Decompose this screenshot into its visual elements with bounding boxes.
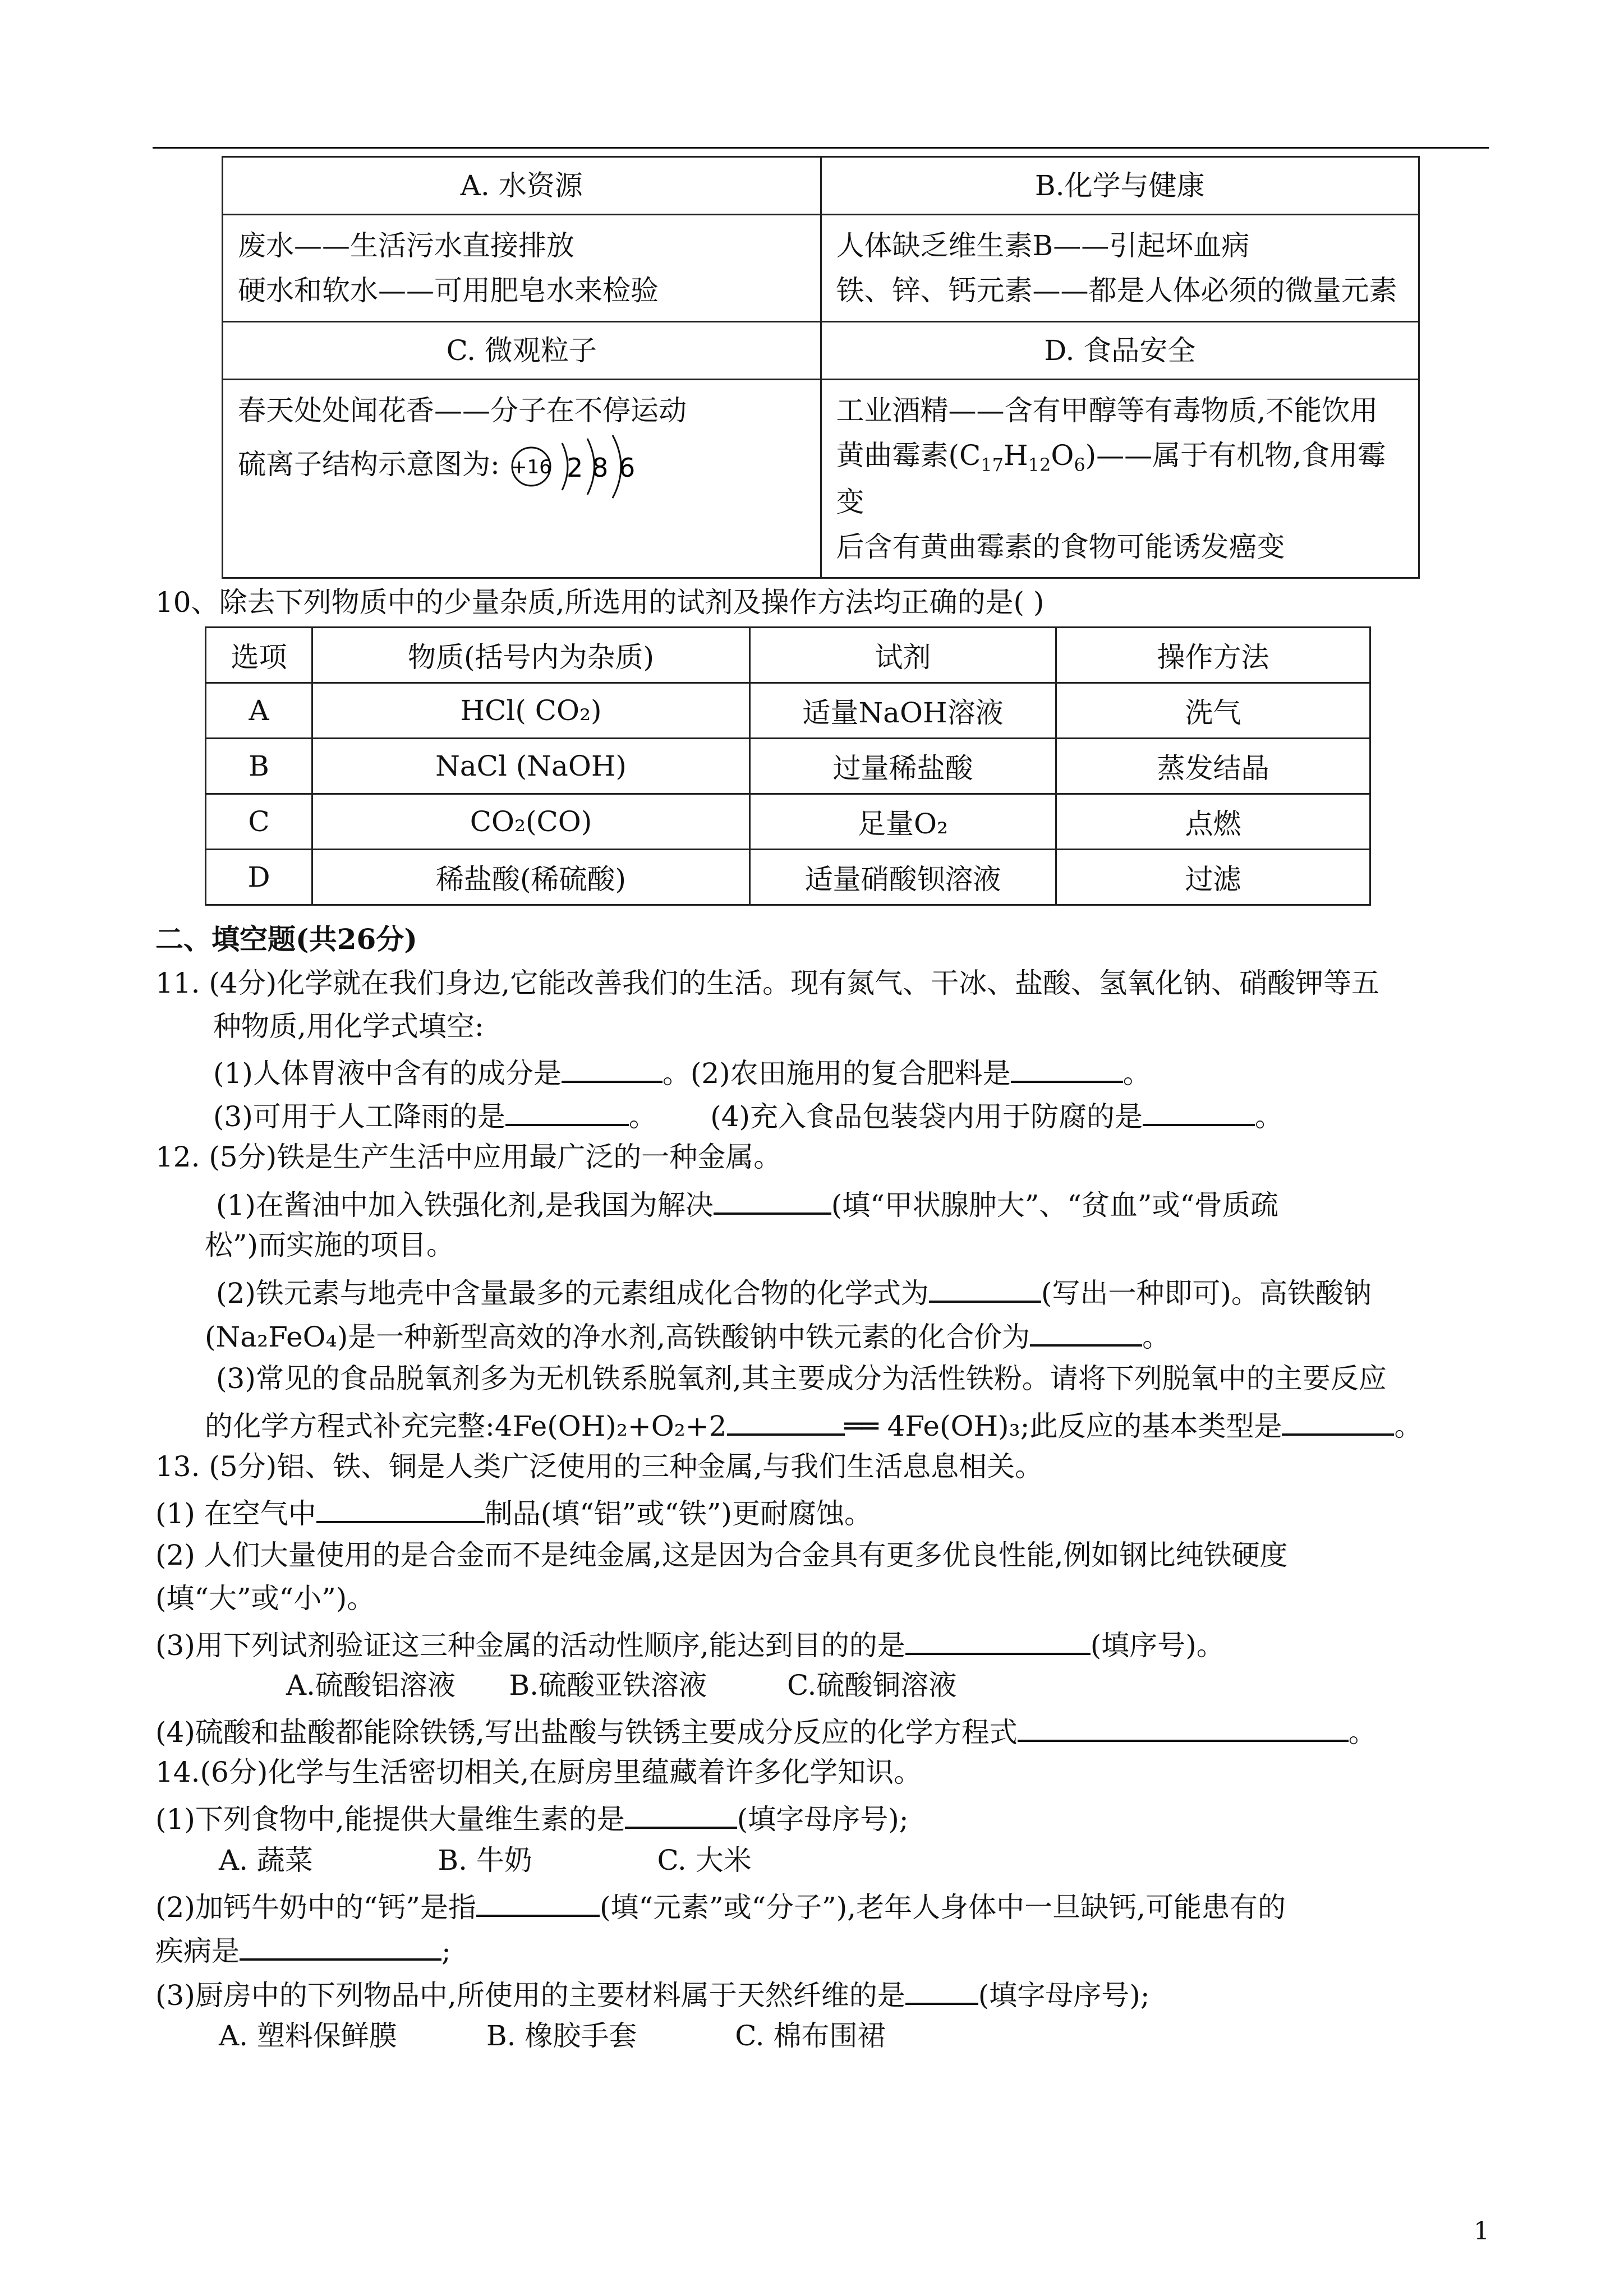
q12-line-3: 松”)而实施的项目。 <box>205 1229 455 1261</box>
col-header: 选项 <box>206 628 312 683</box>
a-line-2: 硬水和软水——可用肥皂水来检验 <box>238 274 659 307</box>
table-cell: 适量硝酸钡溶液 <box>750 850 1056 905</box>
answer-blank[interactable] <box>505 1099 629 1126</box>
table-header-row <box>206 628 1370 683</box>
q10-stem: 10、除去下列物质中的少量杂质,所选用的试剂及操作方法均正确的是( ) <box>155 586 1045 619</box>
table-cell: CO₂(CO) <box>312 794 750 850</box>
table-row <box>206 739 1370 794</box>
table-cell: 适量NaOH溶液 <box>750 683 1056 739</box>
d-line-2: 黄曲霉素$(C_{17}H_{12}O_6)——$属于有机物,食用霉变 <box>836 439 1386 519</box>
table-row <box>206 683 1370 739</box>
answer-blank[interactable] <box>929 1276 1041 1303</box>
knowledge-table <box>222 156 1420 579</box>
table-cell: 稀盐酸(稀硫酸) <box>312 850 750 905</box>
c-line-1: 春天处处闻花香——分子在不停运动 <box>238 394 687 427</box>
table-cell: 洗气 <box>1056 683 1370 739</box>
table-cell: D <box>206 850 312 905</box>
q14-line-1: 14.(6分)化学与生活密切相关,在厨房里蕴藏着许多化学知识。 <box>155 1756 922 1788</box>
cell-a-body <box>223 215 821 322</box>
cell-d-head: D. 食品安全 <box>821 322 1419 380</box>
cell-b-head: B.化学与健康 <box>821 157 1419 215</box>
q12-line-7: 的化学方程式补充完整:4Fe(OH)₂+O₂+2 ══ 4Fe(OH)₃;此反应的基本类型是 。 <box>205 1410 1423 1442</box>
answer-blank[interactable] <box>727 1409 845 1436</box>
answer-blank[interactable] <box>240 1934 441 1961</box>
ion-shell-1: 2 <box>566 453 583 483</box>
q14-line-6: (3)厨房中的下列物品中,所使用的主要材料属于天然纤维的是 (填字母序号); <box>155 1979 1150 2012</box>
table-row <box>206 794 1370 850</box>
q12-line-1: 12. (5分)铁是生产生活中应用最广泛的一种金属。 <box>155 1141 782 1173</box>
q11-line-1: 11. (4分)化学就在我们身边,它能改善我们的生活。现有氮气、干冰、盐酸、氢氧化钠、硝酸钾等五 <box>155 967 1380 999</box>
q11-line-3: (1)人体胃液中含有的成分是 。(2)农田施用的复合肥料是 。 <box>213 1057 1151 1090</box>
table-cell: 点燃 <box>1056 794 1370 850</box>
answer-blank[interactable] <box>625 1802 737 1829</box>
q14-line-4: (2)加钙牛奶中的“钙”是指 (填“元素”或“分子”),老年人身体中一旦缺钙,可能患有的 <box>155 1891 1286 1924</box>
cell-c-head: C. 微观粒子 <box>223 322 821 380</box>
q13-line-5: (3)用下列试剂验证这三种金属的活动性顺序,能达到目的的是 (填序号)。 <box>155 1629 1225 1662</box>
q13-line-7: (4)硫酸和盐酸都能除铁锈,写出盐酸与铁锈主要成分反应的化学方程式 。 <box>155 1716 1377 1749</box>
b-line-1: 人体缺乏维生素B——引起坏血病 <box>836 229 1250 262</box>
col-header: 操作方法 <box>1056 628 1370 683</box>
answer-blank[interactable] <box>905 1628 1091 1655</box>
q11-line-4: (3)可用于人工降雨的是 。 (4)充入食品包装袋内用于防腐的是 。 <box>213 1100 1283 1133</box>
answer-blank[interactable] <box>1011 1056 1123 1083</box>
table-cell: 过滤 <box>1056 850 1370 905</box>
q10-table <box>205 626 1371 906</box>
page-number: 1 <box>1474 2217 1489 2246</box>
header-rule <box>153 147 1489 149</box>
answer-blank[interactable] <box>562 1056 663 1083</box>
answer-blank[interactable] <box>1018 1715 1349 1742</box>
q13-line-4: (填“大”或“小”)。 <box>155 1582 375 1615</box>
cell-a-head: A. 水资源 <box>223 157 821 215</box>
d-line-1: 工业酒精——含有甲醇等有毒物质,不能饮用 <box>836 394 1378 427</box>
ion-nucleus: +16 <box>510 456 551 478</box>
answer-blank[interactable] <box>476 1890 600 1917</box>
q14-options-1: A. 蔬菜 B. 牛奶 C. 大米 <box>219 1844 752 1877</box>
q12-line-2: (1)在酱油中加入铁强化剂,是我国为解决 (填“甲状腺肿大”、“贫血”或“骨质疏 <box>216 1189 1279 1221</box>
q11-line-2: 种物质,用化学式填空: <box>213 1010 484 1043</box>
a-line-1: 废水——生活污水直接排放 <box>238 229 574 262</box>
q12-line-5: (Na₂FeO₄)是一种新型高效的净水剂,高铁酸钠中铁元素的化合价为 。 <box>205 1321 1171 1353</box>
col-header: 物质(括号内为杂质) <box>312 628 750 683</box>
b-line-2: 铁、锌、钙元素——都是人体必须的微量元素 <box>836 274 1397 307</box>
col-header: 试剂 <box>750 628 1056 683</box>
d-line-3: 后含有黄曲霉素的食物可能诱发癌变 <box>836 531 1285 564</box>
q13-line-3: (2) 人们大量使用的是合金而不是纯金属,这是因为合金具有更多优良性能,例如钢比纯铁硬度 <box>155 1539 1288 1571</box>
q14-line-5: 疾病是 ; <box>155 1935 451 1967</box>
section-title: 二、填空题(共26分) <box>155 923 417 956</box>
cell-d-body <box>821 380 1419 578</box>
table-cell: C <box>206 794 312 850</box>
sulfur-ion-diagram <box>509 433 655 500</box>
answer-blank[interactable] <box>1030 1320 1142 1347</box>
table-cell: 足量O₂ <box>750 794 1056 850</box>
table-cell: A <box>206 683 312 739</box>
q14-line-2: (1)下列食物中,能提供大量维生素的是 (填字母序号); <box>155 1803 909 1836</box>
table-cell: NaCl (NaOH) <box>312 739 750 794</box>
table-cell: HCl( CO₂) <box>312 683 750 739</box>
q12-line-6: (3)常见的食品脱氧剂多为无机铁系脱氧剂,其主要成分为活性铁粉。请将下列脱氧中的主要反应 <box>216 1362 1387 1395</box>
table-cell: 过量稀盐酸 <box>750 739 1056 794</box>
table-row <box>206 850 1370 905</box>
q14-options-2: A. 塑料保鲜膜 B. 橡胶手套 C. 棉布围裙 <box>219 2020 886 2052</box>
ion-shell-3: 6 <box>618 453 636 483</box>
q13-line-2: (1) 在空气中 制品(填“铝”或“铁”)更耐腐蚀。 <box>155 1497 872 1530</box>
table-cell: B <box>206 739 312 794</box>
cell-c-body <box>223 380 821 578</box>
cell-b-body <box>821 215 1419 322</box>
ion-shell-2: 8 <box>591 453 609 483</box>
c-line-2: 硫离子结构示意图为: +16 2 8 6 <box>238 433 806 500</box>
q12-line-4: (2)铁元素与地壳中含量最多的元素组成化合物的化学式为 (写出一种即可)。高铁酸钠 <box>216 1277 1372 1310</box>
answer-blank[interactable] <box>1282 1409 1394 1436</box>
q13-options: A.硫酸铝溶液 B.硫酸亚铁溶液 C.硫酸铜溶液 <box>286 1669 957 1702</box>
table-cell: 蒸发结晶 <box>1056 739 1370 794</box>
answer-blank[interactable] <box>1143 1099 1255 1126</box>
q13-line-1: 13. (5分)铝、铁、铜是人类广泛使用的三种金属,与我们生活息息相关。 <box>155 1450 1043 1483</box>
answer-blank[interactable] <box>905 1978 978 2005</box>
answer-blank[interactable] <box>714 1188 831 1215</box>
answer-blank[interactable] <box>316 1496 485 1523</box>
